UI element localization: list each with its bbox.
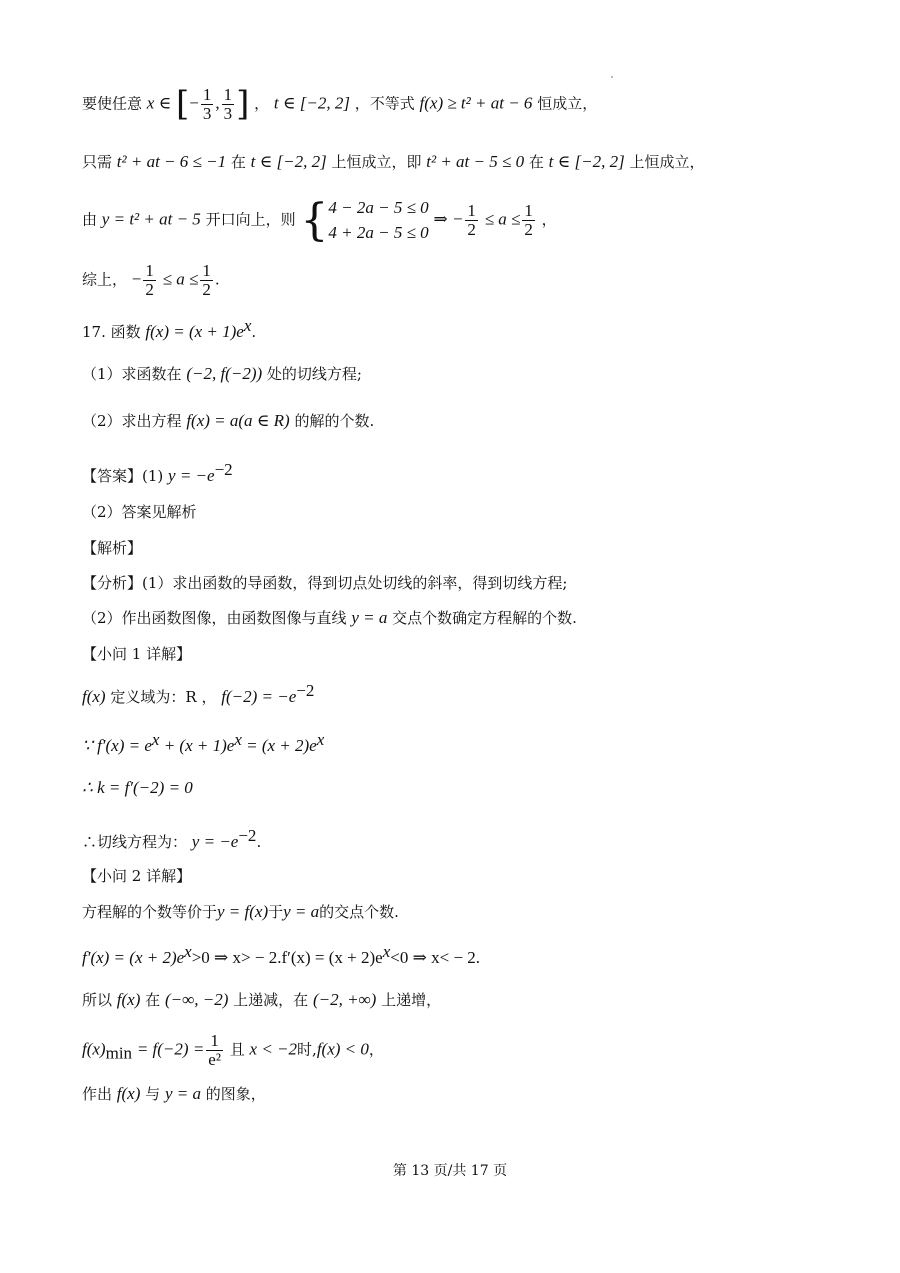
text: （2）答案见解析	[82, 503, 197, 521]
part-1-tangent: ∴切线方程为： $y = -e^{-2}$.	[82, 826, 262, 851]
part-2-heading	[82, 867, 191, 885]
text: 时,	[297, 1040, 317, 1059]
math-expr: f(x) = a(a ∈ R)	[186, 411, 290, 430]
text: ，	[541, 210, 557, 229]
math-expr: y = a	[351, 608, 388, 627]
fraction: $\frac{1}{3}$	[223, 85, 233, 123]
fraction: $\frac{1}{3}$	[202, 85, 212, 123]
text: .	[214, 270, 220, 289]
part-1-derivative: ∵ $f'(x) = e^x + (x + 1)e^x = (x + 2)e^x$	[82, 730, 325, 755]
text: 作出	[82, 1085, 113, 1103]
text: 上递增，	[381, 991, 442, 1009]
math-expr: = f(−2) =	[136, 1039, 205, 1059]
line-system	[82, 196, 557, 245]
text: ∴切线方程为：	[82, 833, 188, 851]
math-expr: (−∞, −2)	[164, 990, 229, 1009]
analysis-heading	[82, 539, 142, 557]
line-requirement	[82, 152, 704, 172]
text: 【分析】(1）求出函数的导函数，得到切点处切线的斜率，得到切线方程;	[82, 574, 568, 592]
text: 的交点个数.	[319, 903, 399, 921]
part-2-intervals	[82, 990, 441, 1010]
math-expr: f(x) ≥ t² + at − 6	[419, 93, 533, 113]
math-expr: f(x) < 0	[316, 1039, 369, 1059]
text: 上递减，在	[233, 991, 309, 1009]
bracket-left: [	[175, 84, 190, 124]
math-expr: ≤ a ≤	[484, 209, 521, 229]
text: 于	[268, 903, 284, 921]
math-expr: t ∈ [−2, 2]	[548, 152, 625, 171]
math-expr: f(x) = (x + 1)e	[145, 322, 244, 341]
text: 与	[145, 1085, 161, 1103]
math-expr: y = −e	[191, 832, 239, 851]
part-2-equivalence	[82, 902, 399, 922]
math-expr: (−2, f(−2))	[186, 364, 263, 383]
text: ，	[368, 1040, 384, 1059]
question-number: 17. 函数	[82, 323, 141, 341]
math-expr: ⇒ −	[433, 209, 464, 229]
inequality-system: 4 − 2a − 5 ≤ 0 4 + 2a − 5 ≤ 0	[328, 198, 429, 242]
math-expr: f(x)	[116, 1084, 141, 1103]
math-expr: ∵ f′(x) = e	[82, 736, 152, 755]
text: ，不等式	[354, 94, 415, 113]
text: 恒成立，	[537, 94, 598, 113]
fraction: $\frac{1}{2}$	[524, 201, 533, 240]
line-summary	[82, 262, 220, 299]
text: .	[256, 833, 262, 851]
math-expr: x ∈	[146, 93, 172, 113]
answer-2	[82, 503, 197, 521]
brace: {	[300, 194, 329, 246]
fraction: $\frac{1}{2}$	[202, 261, 211, 299]
text: （2）作出函数图像，由函数图像与直线	[82, 609, 347, 627]
text: 上恒成立，	[629, 153, 705, 171]
text: （1）求函数在	[82, 365, 182, 383]
part-2-graph-intro	[82, 1084, 266, 1104]
math-expr: t ∈ [−2, 2]	[250, 152, 327, 171]
math-expr: f(x)	[82, 1039, 106, 1059]
part-1-slope	[82, 778, 193, 798]
question-part-1	[82, 364, 362, 384]
text: 要使任意	[82, 94, 143, 113]
text: 定义域为：R ，	[110, 688, 217, 706]
text: 在	[145, 991, 161, 1009]
text: 开口向上，则	[205, 210, 296, 229]
part-1-domain: f(x) 定义域为：R ， $f(-2) = -e^{-2}$	[82, 681, 315, 706]
answer-label: 【答案】(1)	[82, 467, 164, 485]
scan-speck	[611, 76, 613, 78]
text: （2）求出方程	[82, 412, 182, 430]
math-expr: −	[131, 269, 142, 289]
fraction: $\frac{1}{\text{e²}}$	[208, 1031, 221, 1069]
text: 在	[528, 153, 544, 171]
answer-1: 【答案】(1) $y = -e^{-2}$	[82, 460, 233, 485]
analysis-2	[82, 608, 577, 628]
text: .	[251, 323, 257, 341]
fraction: $\frac{1}{2}$	[145, 261, 154, 299]
math-expr: t² + at − 6 ≤ −1	[116, 152, 227, 171]
text: 的解的个数.	[294, 412, 375, 430]
math-expr: t² + at − 5 ≤ 0	[426, 152, 525, 171]
math-expr: f′(x) = (x + 2)e	[82, 948, 185, 967]
math-expr: ∴ k = f′(−2) = 0	[82, 778, 193, 797]
text: 综上，	[82, 270, 128, 289]
part-2-monotonicity: $f'(x) = (x + 2)e^x>0$ ⇒ $x> - 2.f'(x) = (x + 2)e^x<0$ ⇒ x< − 2.	[82, 942, 481, 967]
text: 只需	[82, 153, 113, 171]
math-expr: y = a	[164, 1084, 201, 1103]
text: 处的切线方程;	[266, 365, 362, 383]
text: 交点个数确定方程解的个数.	[392, 609, 577, 627]
math-expr: ≤ a ≤	[162, 269, 199, 289]
text: 在	[230, 153, 246, 171]
text: 且	[229, 1040, 245, 1059]
math-expr: f(−2) = −e	[221, 687, 297, 706]
math-expr: f(x)	[82, 687, 106, 706]
bracket-right: ]	[236, 84, 250, 124]
fraction: $\frac{1}{2}$	[467, 201, 476, 240]
section-heading: 【解析】	[82, 539, 143, 557]
math-expr: y = a	[283, 902, 320, 921]
text: ，	[254, 94, 270, 113]
part-1-heading	[82, 645, 191, 663]
math-expr: f(x)	[116, 990, 141, 1009]
text: 上恒成立，即	[331, 153, 422, 171]
math-expr: y = f(x)	[217, 902, 269, 921]
text: 由	[82, 210, 98, 229]
math-expr: y = −e	[168, 466, 215, 485]
text: 的图象，	[205, 1085, 266, 1103]
math-expr: t ∈ [−2, 2]	[273, 93, 350, 113]
text: 方程解的个数等价于	[82, 903, 218, 921]
section-heading: 【小问 1 详解】	[82, 645, 192, 663]
question-part-2	[82, 411, 374, 431]
math-expr: (−2, +∞)	[312, 990, 377, 1009]
question-17: 17. 函数 $f(x) = (x + 1)e^x$.	[82, 316, 257, 341]
text: 所以	[82, 991, 113, 1009]
section-heading: 【小问 2 详解】	[82, 867, 192, 885]
line-condition: 要使任意 x ∈ [− $\frac{1}{3}$ , $\frac{1}{3}$ ] ， t ∈ [−2, 2] ，不等式 f(x) ≥ t² + at − 6 恒成立，	[82, 84, 598, 124]
page-footer: 第 13 页/共 17 页	[392, 1163, 508, 1179]
part-2-minimum: $f(x)_{min} = f(-2)$ = $\frac{1}{\text{e²}}$ 且 x < −2时,f(x) < 0，	[82, 1031, 384, 1069]
math-expr: x < −2	[249, 1039, 298, 1059]
math-expr: y = t² + at − 5	[101, 209, 201, 229]
analysis-1	[82, 574, 567, 592]
